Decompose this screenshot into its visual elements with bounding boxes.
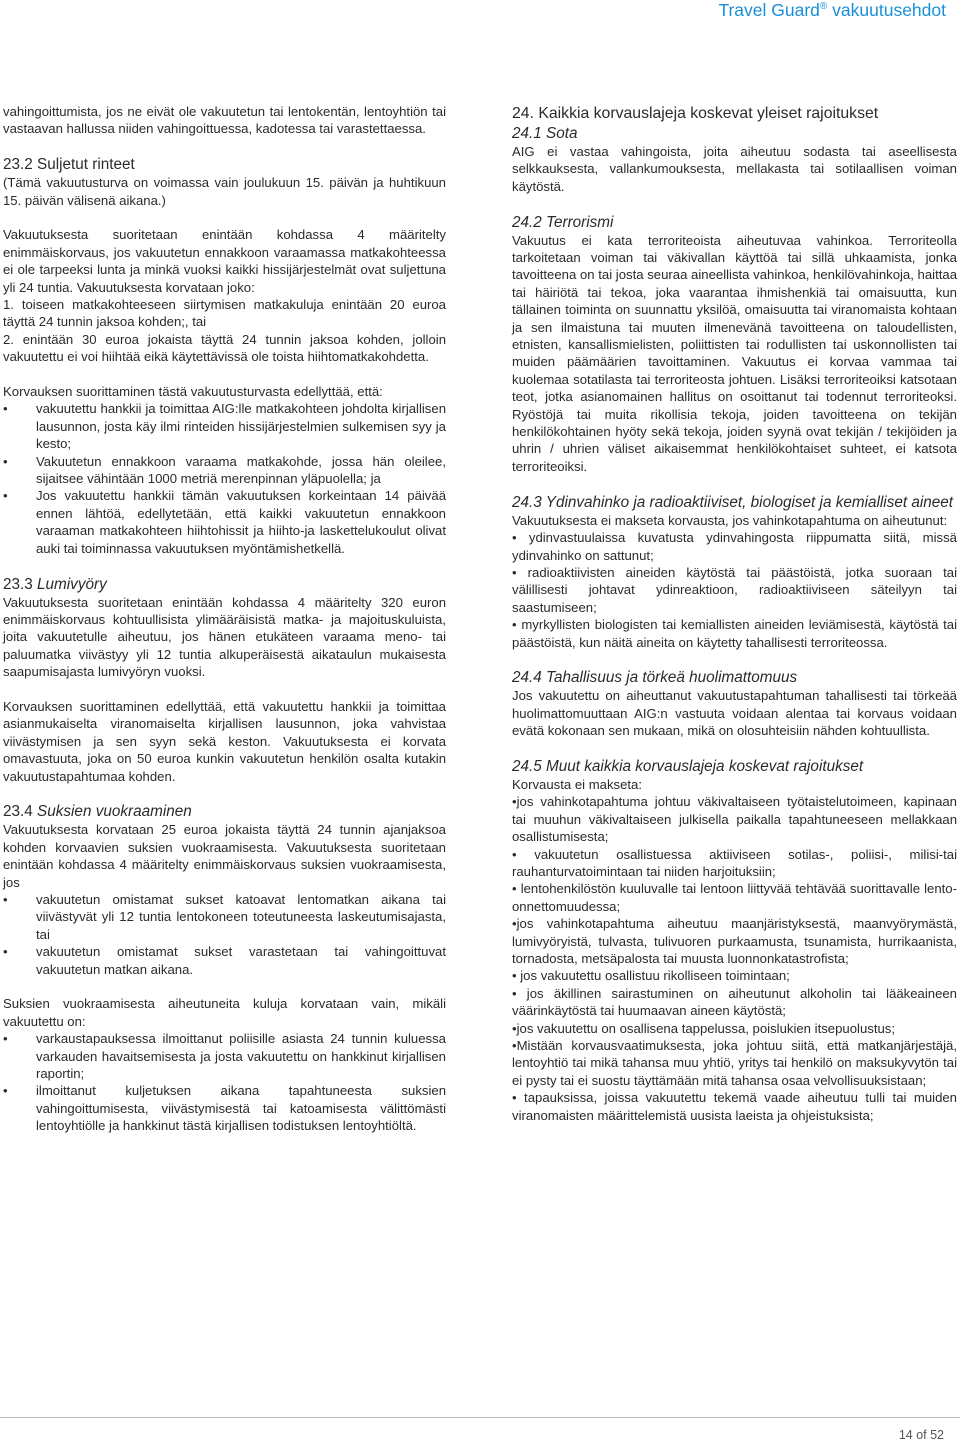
- bullet-item: • vakuutettu hankkii ja toimittaa AIG:lle matkakohteen johdolta kirjallisen lausunnon, josta käy ilmi rinteiden hissijärjestelmien sulkemisen syy ja kesto;: [3, 401, 446, 452]
- list-item: • vakuutetun osallistuessa aktiiviseen sotilas-, poliisi-, milisi-tai rauhanturvatoimintaan tai niiden harjoituksiin;: [512, 846, 957, 879]
- bullet-item: • vakuutetun omistamat sukset varastetaan tai vahingoittuvat vakuutetun matkan aikana.: [3, 944, 446, 977]
- list-item: • radioaktiivisten aineiden käytöstä tai päästöistä, jotka suoraan tai välillisesti johtavat ydinreaktioon, radioaktiiviseen säteilyyn tai saastumiseen;: [512, 564, 957, 615]
- bullet-item: • Vakuutetun ennakkoon varaama matkakohde, jossa hän oleilee, sijaitsee vähintään 1000 metriä merenpinnan yläpuolella; ja: [3, 453, 446, 487]
- bullet-icon: •: [3, 453, 8, 469]
- section-23-2-paragraph: Vakuutuksesta suoritetaan enintään kohdassa 4 määritelty enimmäiskorvaus, jos vakuutetun ennakkoon varaamassa matkakohteessa ei ole tarpeeksi lunta ja minkä vuoksi kaikki hissijärjestelmät ovat suljettuna yli 24 tuntia. Vakuutuksesta korvataan joko:: [3, 227, 446, 295]
- header-registered-mark: ®: [819, 1, 828, 13]
- bullet-item: • ilmoittanut kuljetuksen aikana tapahtuneesta suksien vahingoittumisesta, viivästymisestä tai katoamisesta välittömästi lentoyhtiölle ja hankkinut tästä kirjallisen todistuksen lentoyhtiöltä.: [3, 1083, 446, 1134]
- section-24-1-paragraph: AIG ei vastaa vahingoista, joita aiheutuu sodasta tai aseellisesta selkkauksesta, vallankumouksesta, mellakasta tai sotilaallisen voiman käytöstä.: [512, 144, 957, 194]
- section-24-3-title: 24.3 Ydinvahinko ja radioaktiiviset, biologiset ja kemialliset aineet: [512, 493, 954, 511]
- numbered-item: 1. toiseen matkakohteeseen siirtymisen matkakuluja enintään 20 euroa täyttä 24 tunnin jaksoa kohden;, tai: [3, 297, 446, 330]
- bullet-item: • vakuutetun omistamat sukset katoavat lentomatkan aikana tai viivästyvät yli 12 tuntia lentokoneen toteutuneesta laskeutumisajasta, tai: [3, 891, 446, 942]
- list-item: •jos vakuutettu on osallisena tappelussa, poislukien itsepuolustus;: [512, 1020, 895, 1036]
- section-24-4-title: 24.4 Tahallisuus ja törkeä huolimattomuus: [512, 669, 798, 687]
- header-title: vakuutusehdot: [827, 0, 946, 20]
- list-item: • jos vakuutettu osallistuu rikolliseen toimintaan;: [512, 968, 790, 984]
- list-item: •Mistään korvausvaatimuksesta, joka johtuu siitä, että matkanjärjestäjä, lentoyhtiö tai mikä tahansa muu yhtiö, yritys tai henkilö on maksukyvytön tai ei pysty tai ei suostu täyttämään mitä tahansa osaa velvollisuuksistaan;: [512, 1038, 957, 1088]
- section-23-2-conditions: Korvauksen suorittaminen tästä vakuutusturvasta edellyttää, että:: [3, 384, 383, 400]
- bullet-icon: •: [3, 401, 8, 417]
- section-24-5-title: 24.5 Muut kaikkia korvauslajeja koskevat rajoitukset: [512, 757, 864, 775]
- bullet-icon: •: [3, 1031, 8, 1047]
- numbered-item: 2. enintään 30 euroa jokaista täyttä 24 tunnin jaksoa kohden, jolloin vakuutettu ei voi hiihtää eikä käytettävissä ole toista hiihtomatkakohdetta.: [3, 331, 446, 365]
- section-24-1-title: 24.1 Sota: [512, 125, 578, 142]
- section-23-4-paragraph: Suksien vuokraamisesta aiheutuneita kuluja korvataan vain, mikäli vakuutettu on:: [3, 996, 446, 1029]
- section-23-2-title: 23.2 Suljetut rinteet: [3, 156, 135, 174]
- bullet-icon: •: [3, 488, 8, 504]
- bullet-icon: •: [3, 1083, 8, 1099]
- list-item: • myrkyllisten biologisten tai kemiallisten aineiden leviämisestä, käytöstä tai päästöistä, kun näitä aineita on käytetty tahallisesti terroriteossa.: [512, 617, 957, 650]
- section-23-4-paragraph: Vakuutuksesta korvataan 25 euroa jokaista täyttä 24 tunnin ajanjaksoa kohden korvaavien suksien vuokraamisesta. Vakuutuksesta suoritetaan enintään kohdassa 4 määritelty enimmäiskorvaus suksien vuokraamisesta, jos: [3, 822, 446, 890]
- list-item: •jos vahinkotapahtuma johtuu väkivaltaiseen työtaistelutoimeen, kapinaan tai muuhun väkivaltaiseen julkisella paikalla tapahtuneeseen mellakkaan osallistumisesta;: [512, 794, 957, 845]
- document-header: [718, 0, 946, 26]
- section-23-3-paragraph: Korvauksen suorittaminen edellyttää, että vakuutettu hankkii ja toimittaa asianmukaiselta viranomaiselta kirjallisen lausunnon, joka vahvistaa viivästymisen ja sen syyn sekä keston. Vakuutuksesta ei korvata omavastuuta, joka on 50 euroa kunkin vakuutetun henkilön osalta kutakin vakuutustapahtumaa kohden.: [3, 698, 446, 784]
- list-item: •jos vahinkotapahtuma aiheutuu maanjäristyksestä, maanvyörymästä, lumivyöryistä, tulvasta, tulivuoren purkaamusta, tsunamista, hurrikaanista, tornadosta, metsäpalosta tai muusta luonnonkatastrofista;: [512, 916, 957, 966]
- list-item: • tapauksissa, joissa vakuutettu tekemä vaade aiheutuu tulli tai muiden viranomaisten määrittelemistä uusista laeista ja ohjeistuksista;: [512, 1090, 957, 1123]
- section-23-2-subtitle: (Tämä vakuutusturva on voimassa vain joulukuun 15. päivän ja huhtikuun 15. päivän välisenä aikana.): [3, 175, 446, 208]
- section-24-4-paragraph: Jos vakuutettu on aiheuttanut vakuutustapahtuman tahallisesti tai törkeää huolimattomuuttaan AIG:n vastuuta voidaan alentaa tai korvaus voidaan evätä kokonaan sen mukaan, mikä on olosuhteisiin nähden kohtuullista.: [512, 688, 957, 739]
- bullet-icon: •: [3, 944, 8, 960]
- page-number: 14 of 52: [898, 1428, 944, 1442]
- bullet-item: • Jos vakuutettu hankkii tämän vakuutuksen korkeintaan 14 päivää ennen lähtöä, edellytetään, että kaikki vakuutetun ennakkoon varaaman matkakohteen hiihtohissit ja hiihto-ja laskettelukoulut olivat auki tai toiminnassa vakuutuksen myöntämishetkellä.: [3, 488, 446, 556]
- section-24-5-paragraph: Korvausta ei makseta:: [512, 776, 643, 792]
- section-23-3-title: 23.3 Lumivyöry: [3, 575, 107, 593]
- list-item: • ydinvastuulaissa kuvatusta ydinvahingosta riippumatta siitä, missä ydinvahinko on sattunut;: [512, 530, 957, 563]
- right-column: [512, 103, 957, 1124]
- header-brand: Travel Guard: [718, 0, 820, 20]
- section-24-3-paragraph: Vakuutuksesta ei makseta korvausta, jos vahinkotapahtuma on aiheutunut:: [512, 512, 948, 528]
- footer-divider: [0, 1417, 960, 1418]
- section-23-3-paragraph: Vakuutuksesta suoritetaan enintään kohdassa 4 määritelty 320 euron enimmäiskorvaus kohtuullisista ylimääräisistä matka- ja majoituskuluista, joita vakuutetulle aiheutuu, jos hänen etukäteen varaama meno- tai paluumatka viivästyy yli 12 tuntia alkuperäisestä aikataulun mukaisesta saapumisajasta lumivyöryn vuoksi.: [3, 594, 446, 680]
- list-item: • jos äkillinen sairastuminen on aiheutunut alkoholin tai lääkeaineen väärinkäytöstä tai huumaavan aineen käytöstä;: [512, 985, 957, 1019]
- intro-paragraph: vahingoittumista, jos ne eivät ole vakuutetun tai lentokentän, lentoyhtiön tai vastaavan hallussa niiden vahingoittuessa, kadotessa tai varastettaessa.: [3, 104, 446, 137]
- section-24-title: 24. Kaikkia korvauslajeja koskevat yleiset rajoitukset: [512, 105, 879, 122]
- section-23-4-title: 23.4 Suksien vuokraaminen: [3, 803, 192, 821]
- section-24-2-title: 24.2 Terrorismi: [512, 213, 614, 231]
- list-item: • lentohenkilöstön kuuluvalle tai lentoon liittyvää tehtävää suorittavalle lento-onnettomuudessa;: [512, 881, 957, 914]
- bullet-icon: •: [3, 891, 8, 907]
- bullet-item: • varkaustapauksessa ilmoittanut poliisille asiasta 24 tunnin kuluessa varkauden havaitsemisesta ja josta vakuutettu on hankkinut kirjallisen raportin;: [3, 1031, 446, 1082]
- section-24-2-paragraph: Vakuutus ei kata terroriteoista aiheutuvaa vahinkoa. Terroriteolla tarkoitetaan voiman tai väkivallan käyttöä tai sillä uhkaamista, jonka tavoitteena on tai josta seuraa aineellista vahinkoa, henkilövahinkoja, haittaa tai häiriötä tai tekoa, joka vaarantaa ihmishenkiä tai omaisuutta, kun tällainen toiminta on suunnattu yksilöä, omaisuutta tai viranomaista kohtaan ja sen ilmaistuna tai muuten ilmenevänä tavoitteena on taloudellisten, etnisten, kansallismielisten, poliittisten tai rodullisten tai uskonnollisten tai muiden päämäärien tavoittaminen. Vakuutus ei korvaa vammaa tai kuolemaa sotatilasta tai terroriteosta johtuen. Lisäksi terroriteoiksi katsotaan teot, jotka asianomainen hallitus on osoittanut tai todennut terroriteoksi. Ryöstöjä tai muita rikollisia tekoja, joiden tavoitteena on tekijän henkilökohtainen hyöty sekä tekoja, joiden syynä ovat tekijän / tekijöiden ja uhrin / uhrien väliset aikaisemmat henkilökohtaiset suhteet, ei katsota terroriteoiksi.: [512, 232, 957, 474]
- left-column: [3, 103, 446, 1135]
